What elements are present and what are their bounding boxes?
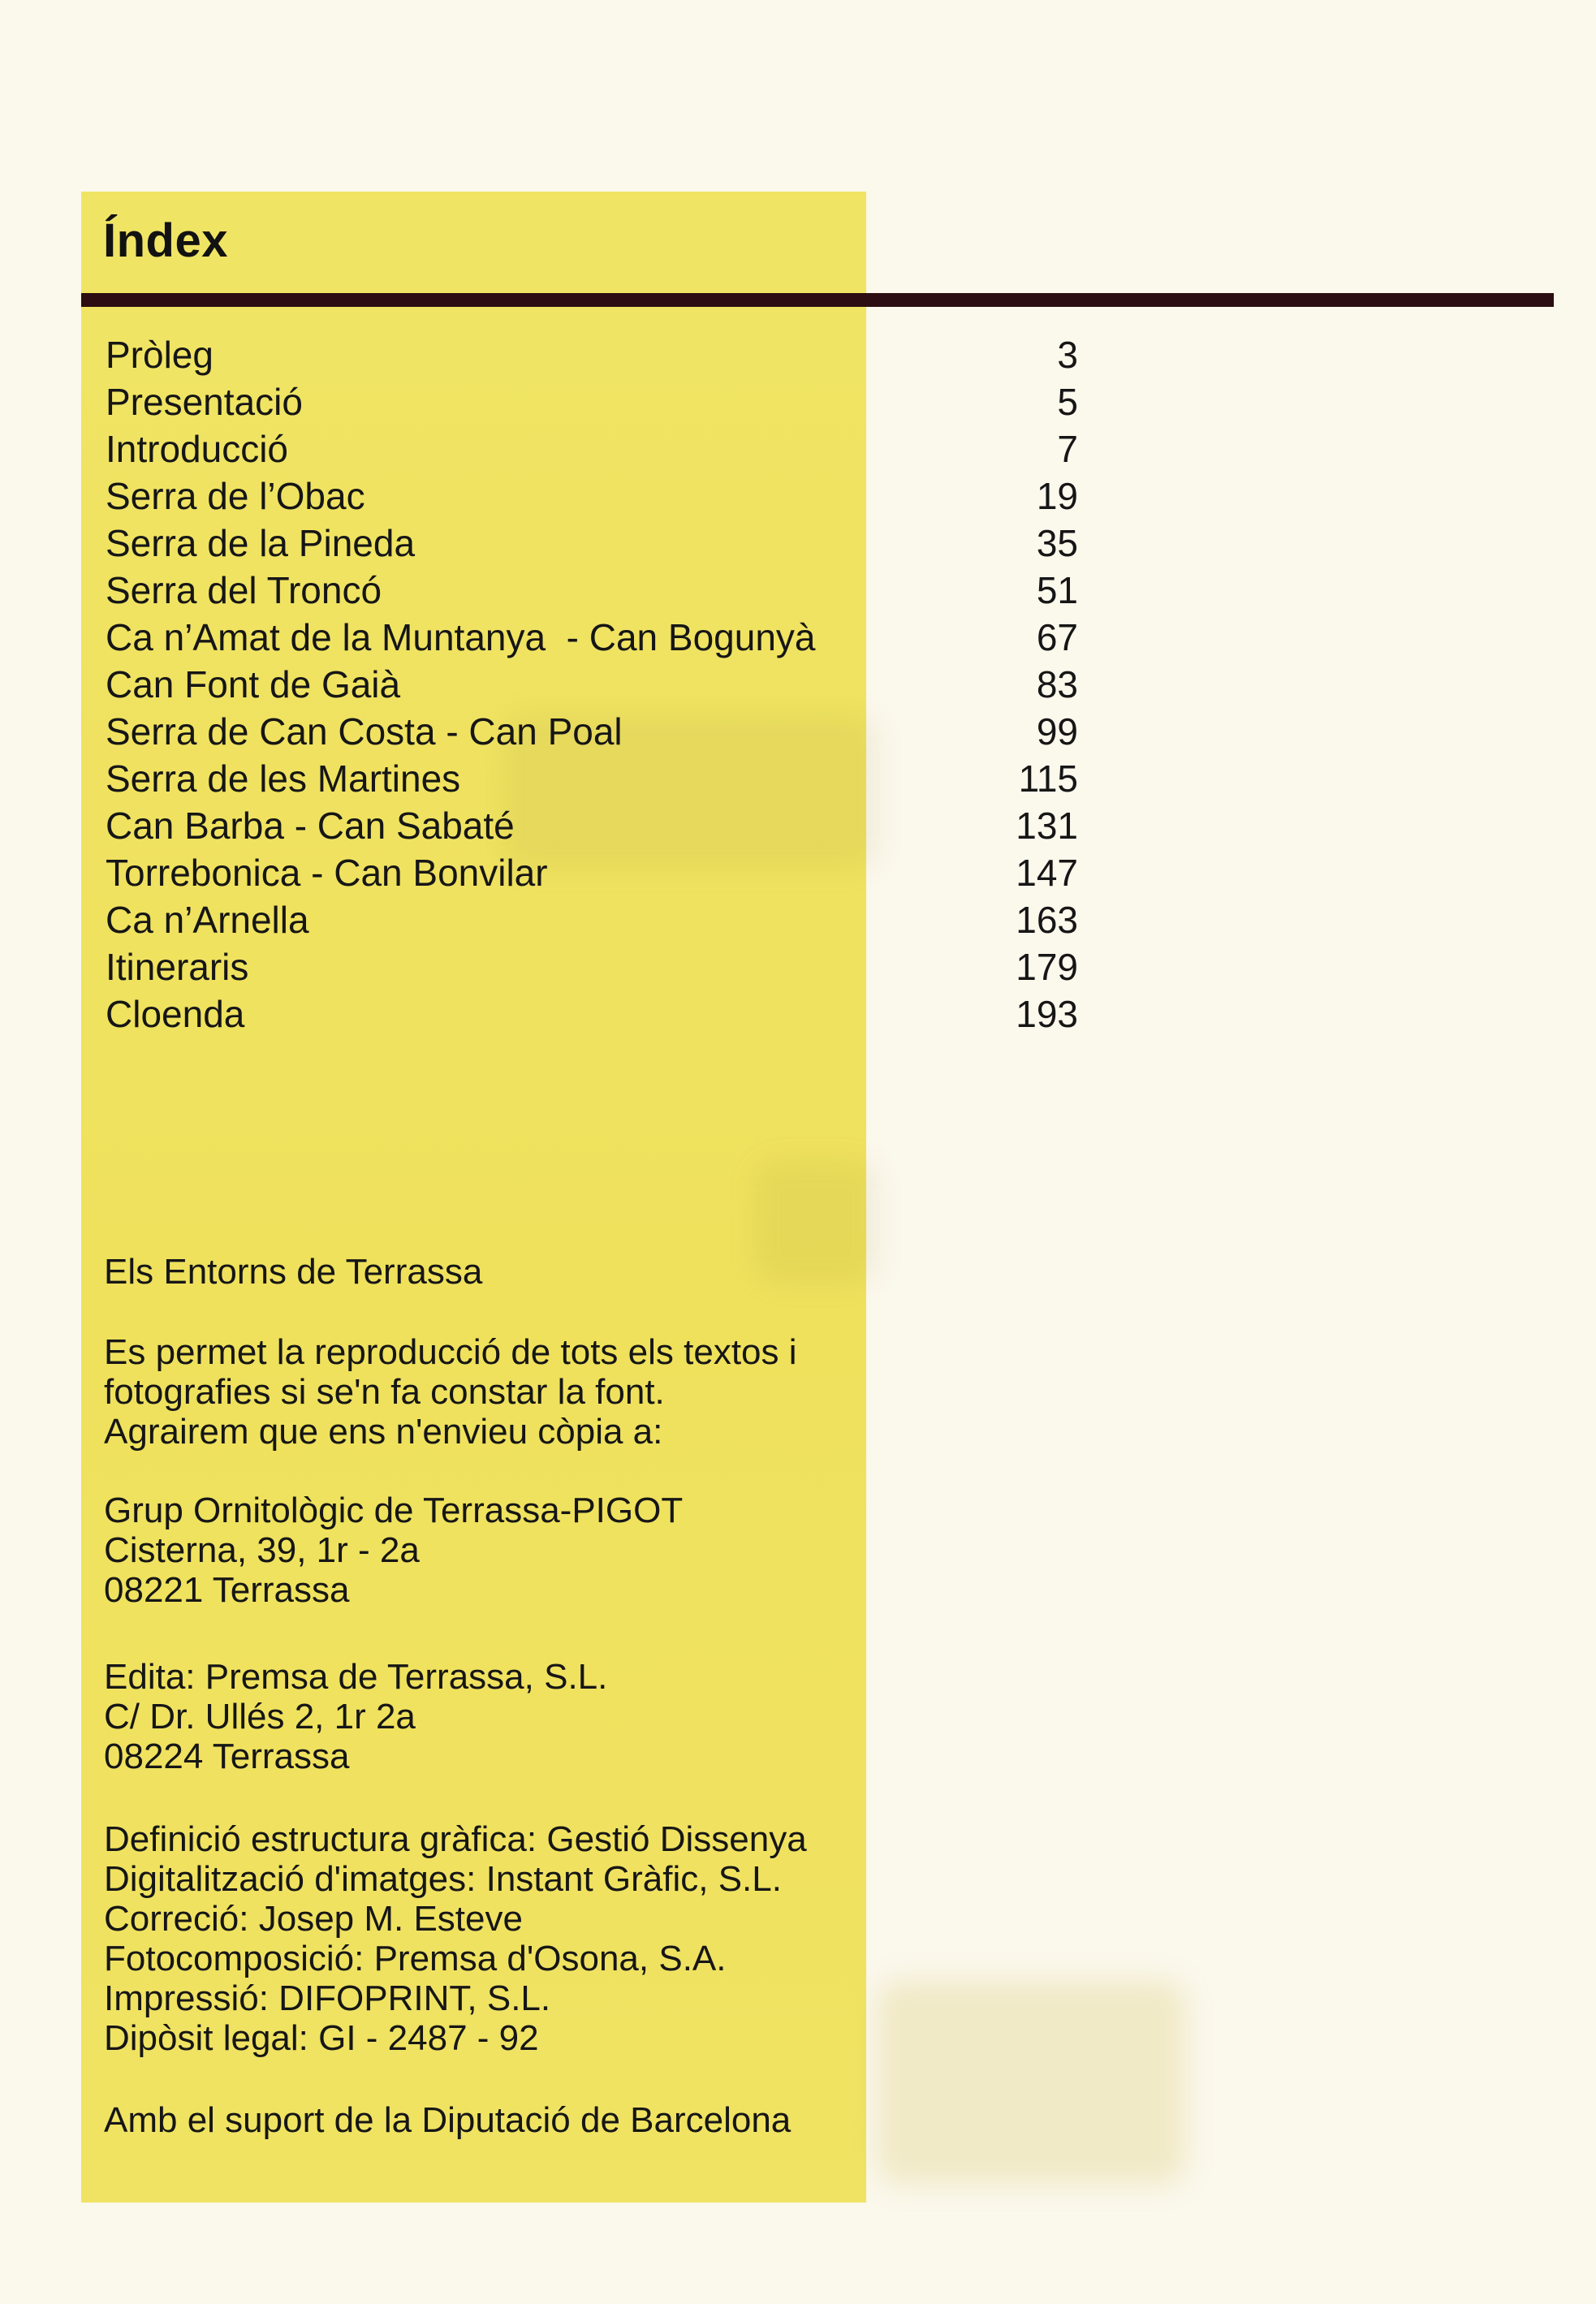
toc-row: [106, 943, 1078, 990]
toc-entry-page: 35: [1036, 522, 1078, 564]
toc-entry-label: Ca n’Amat de la Muntanya - Can Bogunyà: [106, 616, 816, 658]
toc-entry-page: 179: [1016, 946, 1078, 988]
text-line: Digitalització d'imatges: Instant Gràfic, S.L.: [104, 1859, 782, 1899]
text-line: C/ Dr. Ullés 2, 1r 2a: [104, 1697, 416, 1737]
toc-row: [106, 708, 1078, 755]
toc-row: [106, 755, 1078, 802]
toc-entry-page: 7: [1057, 428, 1078, 470]
title-rule: [81, 293, 1554, 307]
toc-entry-label: Can Barba - Can Sabaté: [106, 805, 515, 847]
toc-row: [106, 567, 1078, 614]
text-line: Grup Ornitològic de Terrassa-PIGOT: [104, 1491, 684, 1530]
toc-row: [106, 378, 1078, 425]
toc-entry-page: 193: [1016, 993, 1078, 1035]
book-title: Els Entorns de Terrassa: [104, 1252, 483, 1292]
toc-entry-label: Serra de Can Costa - Can Poal: [106, 710, 623, 753]
text-line: 08224 Terrassa: [104, 1737, 350, 1776]
toc-row: [106, 331, 1078, 378]
toc-row: [106, 990, 1078, 1038]
text-line: Cisterna, 39, 1r - 2a: [104, 1530, 420, 1570]
toc-entry-page: 67: [1036, 616, 1078, 658]
toc-row: [106, 425, 1078, 472]
toc-entry-page: 147: [1016, 852, 1078, 894]
text-line: Impressió: DIFOPRINT, S.L.: [104, 1978, 551, 2018]
toc-entry-label: Serra de l’Obac: [106, 475, 365, 517]
toc-row: [106, 802, 1078, 849]
toc-entry-label: Cloenda: [106, 993, 245, 1035]
ink-bleed-smudge: [877, 1981, 1185, 2184]
toc-entry-label: Introducció: [106, 428, 289, 470]
toc-entry-page: 115: [1018, 757, 1078, 800]
text-line: fotografies si se'n fa constar la font.: [104, 1372, 665, 1412]
text-line: Es permet la reproducció de tots els textos i: [104, 1332, 797, 1372]
page-title: Índex: [103, 214, 228, 267]
toc-entry-label: Torrebonica - Can Bonvilar: [106, 852, 548, 894]
toc-entry-page: 99: [1036, 710, 1078, 753]
toc-entry-page: 51: [1036, 569, 1078, 611]
toc-entry-label: Pròleg: [106, 334, 214, 376]
toc-row: [106, 520, 1078, 567]
toc-row: [106, 472, 1078, 520]
toc-entry-label: Presentació: [106, 381, 303, 423]
publisher-address-block: [104, 1657, 607, 1776]
table-of-contents: [106, 331, 1078, 1038]
support-line: Amb el suport de la Diputació de Barcelona: [104, 2100, 792, 2140]
toc-entry-label: Serra del Troncó: [106, 569, 382, 611]
permission-paragraph: [104, 1332, 797, 1452]
credits-block: [104, 1819, 807, 2058]
toc-entry-label: Serra de les Martines: [106, 757, 461, 800]
text-line: Edita: Premsa de Terrassa, S.L.: [104, 1657, 608, 1697]
toc-entry-page: 83: [1036, 663, 1078, 705]
toc-row: [106, 849, 1078, 896]
text-line: Dipòsit legal: GI - 2487 - 92: [104, 2018, 539, 2058]
toc-row: [106, 614, 1078, 661]
text-line: Correció: Josep M. Esteve: [104, 1899, 523, 1939]
toc-entry-page: 163: [1016, 899, 1078, 941]
toc-row: [106, 896, 1078, 943]
toc-entry-page: 5: [1057, 381, 1078, 423]
toc-entry-label: Itineraris: [106, 946, 249, 988]
toc-entry-label: Ca n’Arnella: [106, 899, 309, 941]
toc-entry-label: Serra de la Pineda: [106, 522, 416, 564]
text-line: Definició estructura gràfica: Gestió Dissenya: [104, 1819, 807, 1859]
toc-entry-page: 3: [1057, 334, 1078, 376]
text-line: Agrairem que ens n'envieu còpia a:: [104, 1412, 663, 1452]
toc-row: [106, 661, 1078, 708]
text-line: Fotocomposició: Premsa d'Osona, S.A.: [104, 1939, 727, 1978]
text-line: 08221 Terrassa: [104, 1570, 350, 1610]
toc-entry-page: 131: [1016, 805, 1078, 847]
toc-entry-page: 19: [1036, 475, 1078, 517]
toc-entry-label: Can Font de Gaià: [106, 663, 401, 705]
contact-address-block: [104, 1491, 683, 1610]
